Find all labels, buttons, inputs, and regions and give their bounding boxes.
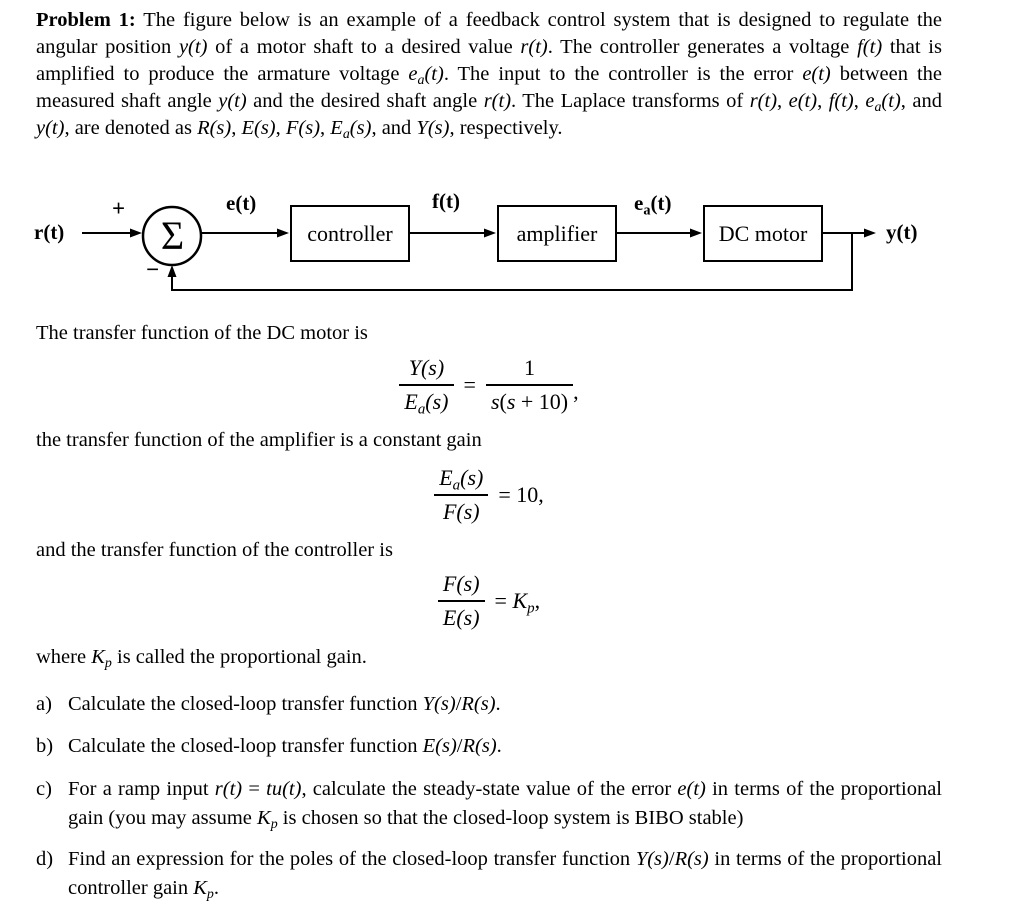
- question-d-text: Find an expression for the poles of the closed-loop transfer function Y(s)/R(s) in terms of the proportional controller gain $K_p$.: [68, 848, 942, 903]
- armature-voltage-label: $e_a(t)$: [634, 191, 672, 219]
- question-c-marker: c): [36, 778, 52, 800]
- equation-rhs: = $K_p$,: [494, 588, 541, 617]
- trailing-comma: ,: [573, 379, 579, 404]
- where-kp-line: where $K_p$ is called the proportional gain.: [36, 646, 367, 672]
- fraction-denominator: F(s): [442, 499, 480, 524]
- dc-motor-block: DC motor: [703, 205, 823, 262]
- sigma-symbol: Σ: [160, 213, 185, 258]
- fraction-denominator: E(s): [442, 605, 480, 630]
- equation-amplifier: [36, 465, 942, 525]
- equation-rhs: = 10,: [498, 482, 544, 507]
- question-c-text: For a ramp input r(t) = tu(t), calculate the steady-state value of the error e(t) in terms of the proportional gain (you may assume $K_p$ is chosen so that the closed-loop system is BIBO stable): [68, 778, 942, 833]
- amplifier-block: amplifier: [497, 205, 617, 262]
- fraction-lhs: [438, 571, 485, 631]
- equation-controller: [36, 571, 942, 631]
- question-b-text: Calculate the closed-loop transfer function E(s)/R(s).: [68, 735, 502, 757]
- controller-block: controller: [290, 205, 410, 262]
- question-c: [36, 775, 942, 833]
- problem-statement: Problem 1: The figure below is an example of a feedback control system that is designed to regulate the angular position y(t) of a motor shaft to a desired value r(t). The controller generates a voltage f(t) that is amplified to produce the armature voltage $e_a(t)$. The input to the controller is the error e(t) between the measured shaft angle y(t) and the desired shaft angle r(t). The Laplace transforms of r(t), e(t), f(t), $e_a(t)$, and y(t), are denoted as R(s), E(s), F(s), $E_a(s)$, and Y(s), respectively.: [36, 9, 942, 143]
- controller-output-label: f(t): [432, 189, 460, 213]
- fraction-lhs: [399, 355, 453, 418]
- question-b-marker: b): [36, 735, 54, 757]
- question-d: [36, 845, 942, 903]
- amplifier-tf-line: the transfer function of the amplifier is a constant gain: [36, 429, 482, 451]
- fraction-numerator: Y(s): [399, 355, 453, 386]
- feedback-block-diagram: [0, 180, 1024, 315]
- fraction-denominator: s(s + 10): [490, 389, 569, 414]
- equals-sign: =: [463, 372, 476, 397]
- question-a-text: Calculate the closed-loop transfer function Y(s)/R(s).: [68, 693, 501, 715]
- plus-sign: +: [112, 196, 126, 221]
- output-signal-label: y(t): [886, 220, 918, 244]
- controller-tf-line: and the transfer function of the controller is: [36, 539, 393, 561]
- question-d-marker: d): [36, 848, 54, 870]
- question-b: [36, 732, 942, 761]
- fraction-numerator: 1: [486, 355, 573, 386]
- equation-dc-motor: [36, 355, 942, 418]
- fraction-lhs: [434, 465, 488, 525]
- question-a-marker: a): [36, 693, 52, 715]
- fraction-rhs: [486, 355, 573, 415]
- input-signal-label: r(t): [34, 220, 65, 244]
- error-signal-label: e(t): [226, 191, 257, 215]
- question-a: [36, 690, 942, 719]
- fraction-numerator: $E_a(s)$: [434, 465, 488, 496]
- fraction-numerator: F(s): [438, 571, 485, 602]
- fraction-denominator: $E_a(s)$: [404, 389, 449, 418]
- minus-sign: −: [146, 257, 160, 282]
- dc-motor-tf-line: The transfer function of the DC motor is: [36, 322, 368, 344]
